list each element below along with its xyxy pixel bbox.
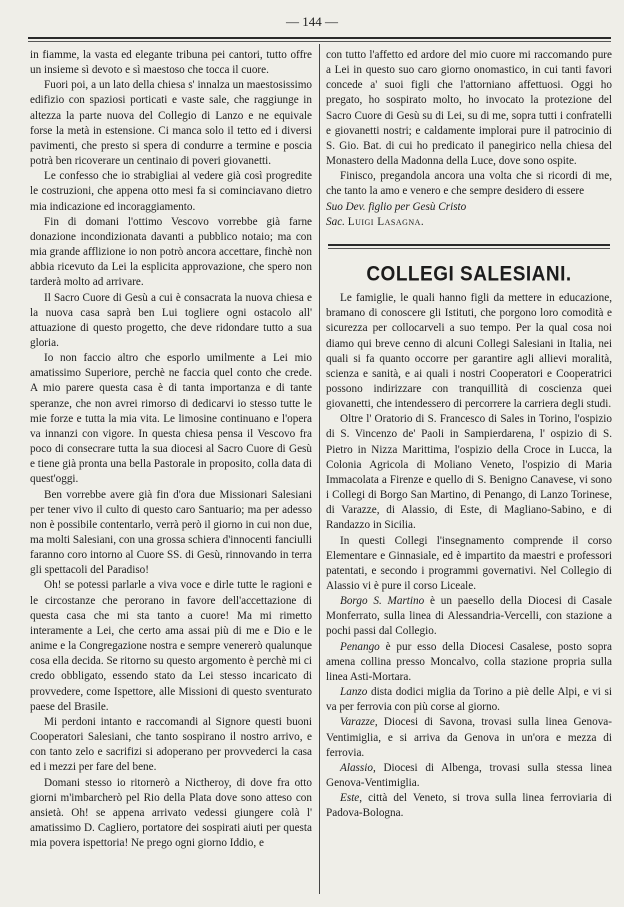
place-name: Varazze [340,716,375,729]
section-rule-thin [328,248,610,249]
paragraph: Ben vorrebbe avere già fin d'ora due Missionari Salesiani per tener vivo il culto di questo caro Santuario; ma per adesso non è possibile contentarlo, verrà però il giorno in cui non due, ma molti Salesiani, con una grossa schiera d'innocenti fanciulli faranno coro intorno al Cuore SS. di Gesù, rinnovando in terra gli spettacoli del Paradiso! [30,488,312,577]
section-rule [328,244,610,246]
left-column [30,48,312,851]
signature-closing: Suo Dev. figlio per Gesù Cristo [326,200,467,213]
place-name: Penango [340,640,380,653]
paragraph-text: In questi Collegi l'insegnamento comprende il corso Elementare e Ginnasiale, ed è impartito da maestri e professori patentati, e secondo i programmi governativi. Nel Collegio di Alassio vi è pure il corso Liceale. [326,534,612,592]
right-column [326,48,612,822]
paragraph: Mi perdoni intanto e raccomandi al Signore questi buoni Cooperatori Salesiani, che tanto sospirano il nostro arrivo, e con tanto zelo e sacrifizi si adoperano per provvederci la casa ed i mezzi per fare del bene. [30,715,312,774]
paragraph-text: Oltre l' Oratorio di S. Francesco di Sales in Torino, l'ospizio di S. Vincenzo de' Paoli in Sampierdarena, l' ospizio di S. Pietro in Nizza Marittima, l'ospizio della Croce in Lucca, la Colonia Agricola di Moliano Veneto, l'ospizio di Maria Immacolata a Firenze e quello di S. Benigno Canavese, vi sono i Collegi di Borgo San Martino, di Penango, di Lanzo Torinese, di Varazze, di Alassio, di Este, di Magliano-Sabino, e di Randazzo in Sicilia. [326,413,612,532]
signature-name [326,215,612,230]
section-title: COLLEGI SALESIANI. [366,262,572,286]
paragraph: Fin di domani l'ottimo Vescovo vorrebbe già farne donazione incondizionata davanti a pubblico notaio; ma con mia grande afflizione io non potrò ancora accettare, finchè non abbia ricevuto da Lei la esplicita approvazione, che spero non tarderà molto ad arrivare. [30,215,312,289]
place-name: Borgo S. Martino [340,595,425,608]
paragraph: in fiamme, la vasta ed elegante tribuna pei cantori, tutto offre un insieme sì devoto e sì maestoso che tocca il cuore. [30,49,312,77]
paragraph-text: è pur esso della Diocesi Casalese, posto sopra amena collina presso Moncalvo, colla stazione propria sulla linea Asti-Mortara. [326,640,612,683]
paragraph-text: è un paesello della Diocesi di Casale Monferrato, sulla linea di Alessandria-Vercelli, con stazione a pochi passi dal Collegio. [326,595,612,638]
section-paragraph [326,685,612,715]
section-paragraph [326,791,612,821]
section-paragraph [326,594,612,639]
paragraph-text: dista dodici miglia da Torino a piè delle Alpi, e vi si va per ferrovia con più corse al giorno. [326,686,612,714]
header-rule [28,37,611,39]
place-name: Lanzo [340,686,368,699]
letter-continuation [326,48,612,200]
paragraph: Il Sacro Cuore di Gesù a cui è consacrata la nuova chiesa e la nuova casa saprà ben Lui togliere ogni ostacolo all' attuazione di questo progetto, che deve ridondare tutto a sua gloria. [30,291,312,349]
signature-author: Luigi Lasagna. [347,215,425,228]
section-paragraph [326,640,612,685]
paragraph: con tutto l'affetto ed ardore del mio cuore mi raccomando pure a Lei in questo suo caro giorno onomastico, in cui tanti favori concede a' suoi figli che l'attorniano affettuosi. Oggi ho pregato, ho sospirato molto, ho invocato la protezione del Sacro Cuore di Gesù su di Lei, su di me, sopra tutti i confratelli e giovanetti nostri; e caldamente implorai pure il patrocinio di S. Gio. Bat. di cui ho predicato il panegirico nella chiesa del Monastero della Madonna della Luce, dove sono ospite. [326,49,612,168]
paragraph: Le confesso che io strabigliai al vedere già così progredite le costruzioni, che appena otto mesi fa si cominciavano dietro mia indicazione ed incoraggiamento. [30,170,312,213]
paragraph: Finisco, pregandola ancora una volta che si ricordi di me, che tanto la amo e venero e che sempre desidero di essere [326,170,612,198]
column-divider [319,44,320,894]
section-paragraph [326,761,612,791]
paragraph: Oh! se potessi parlarle a viva voce e dirle tutte le ragioni e le circostanze che perorano in favore dell'accettazione di questa casa che mi sta tanto a cuore! Ma mi rimetto interamente a Lei, che certo ama assai più di me e Dio e le anime e la Congregazione nostra e sempre venererò qualunque cosa ella decida. Se ritorno su questo argomento è perchè mi ci credo obbligato, essendo stato da Lei stesso incaricato di provvedere, come Ispettore, alle Missioni di questo sventurato paese del Brasile. [30,579,312,713]
section-body [326,291,612,821]
paragraph-text: Le famiglie, le quali hanno figli da mettere in educazione, bramano di conoscere gli Istituti, che porgono loro comodità e sicurezza per collocarveli a suo tempo. Per la qual cosa noi diamo qui breve cenno di alcuni Collegi Salesiani in Italia, nei quali si fa quanto occorre per garantire agli allievi moralità, scienza e sanità, e ai quali i nostri Cooperatori e Cooperatrici possono indirizzare con tranquillità di coscienza quei giovanetti, che intendessero di percorrere la carriera degli studi. [326,292,612,411]
place-name: Este [340,792,360,805]
section-paragraph [326,534,612,595]
paragraph-text: , città del Veneto, si trova sulla linea ferroviaria di Padova-Bologna. [326,792,612,820]
section-paragraph [326,412,612,533]
paragraph: Io non faccio altro che esporlo umilmente a Lei mio amatissimo Superiore, perchè ne faccia quel conto che crede. A mio parere questa casa è di tanta importanza e di tante speranze, che non avrei rimorso di dedicarvi io stesso tutte le mie forze e tutta la mia vita. Le limosine continuano e l'opera va innanzi con vigore. In questa chiesa pensa il Vescovo fra poco di consecrare tutta la sua diocesi al Sacro Cuore di Gesù e tiene già pronta una bella Pastorale in proposito, colla data di quest'oggi. [30,352,312,486]
section-paragraph [326,291,612,412]
signature-role: Sac. [326,215,345,228]
header-rule-thin [28,41,611,42]
paragraph: Domani stesso io ritornerò a Nictheroy, di dove fra otto giorni m'imbarcherò pel Rio della Plata dove sono atteso con ansietà. Oh! se appena arrivato vedessi giungere colà l' amatissimo D. Cagliero, portatore dei sospirati aiuti per questa mia povera ispettoria! Ne prego ogni giorno Iddio, e [30,776,312,850]
paragraph-text: , Diocesi di Albenga, trovasi sulla stessa linea Genova-Ventimiglia. [326,761,612,790]
paragraph-text: , Diocesi di Savona, trovasi sulla linea Genova-Ventimiglia, e si arriva da Genova in un'ora e mezza di ferrovia. [326,716,612,759]
paragraph: Fuori poi, a un lato della chiesa s' innalza un maestosissimo edifizio con spaziosi porticati e vaste sale, che raggiunge in altezza la parte nuova del Collegio di Lanzo e ne equivale forse la metà in estensione. Ci manca solo il tetto ed i diversi pavimenti, che presto si spera di condurre a termine e poscia potrà ben ricoverare un centinaio di poveri giovanetti. [30,79,312,168]
place-name: Alassio [340,761,373,774]
page-number: — 144 — [286,14,338,29]
section-paragraph [326,715,612,760]
